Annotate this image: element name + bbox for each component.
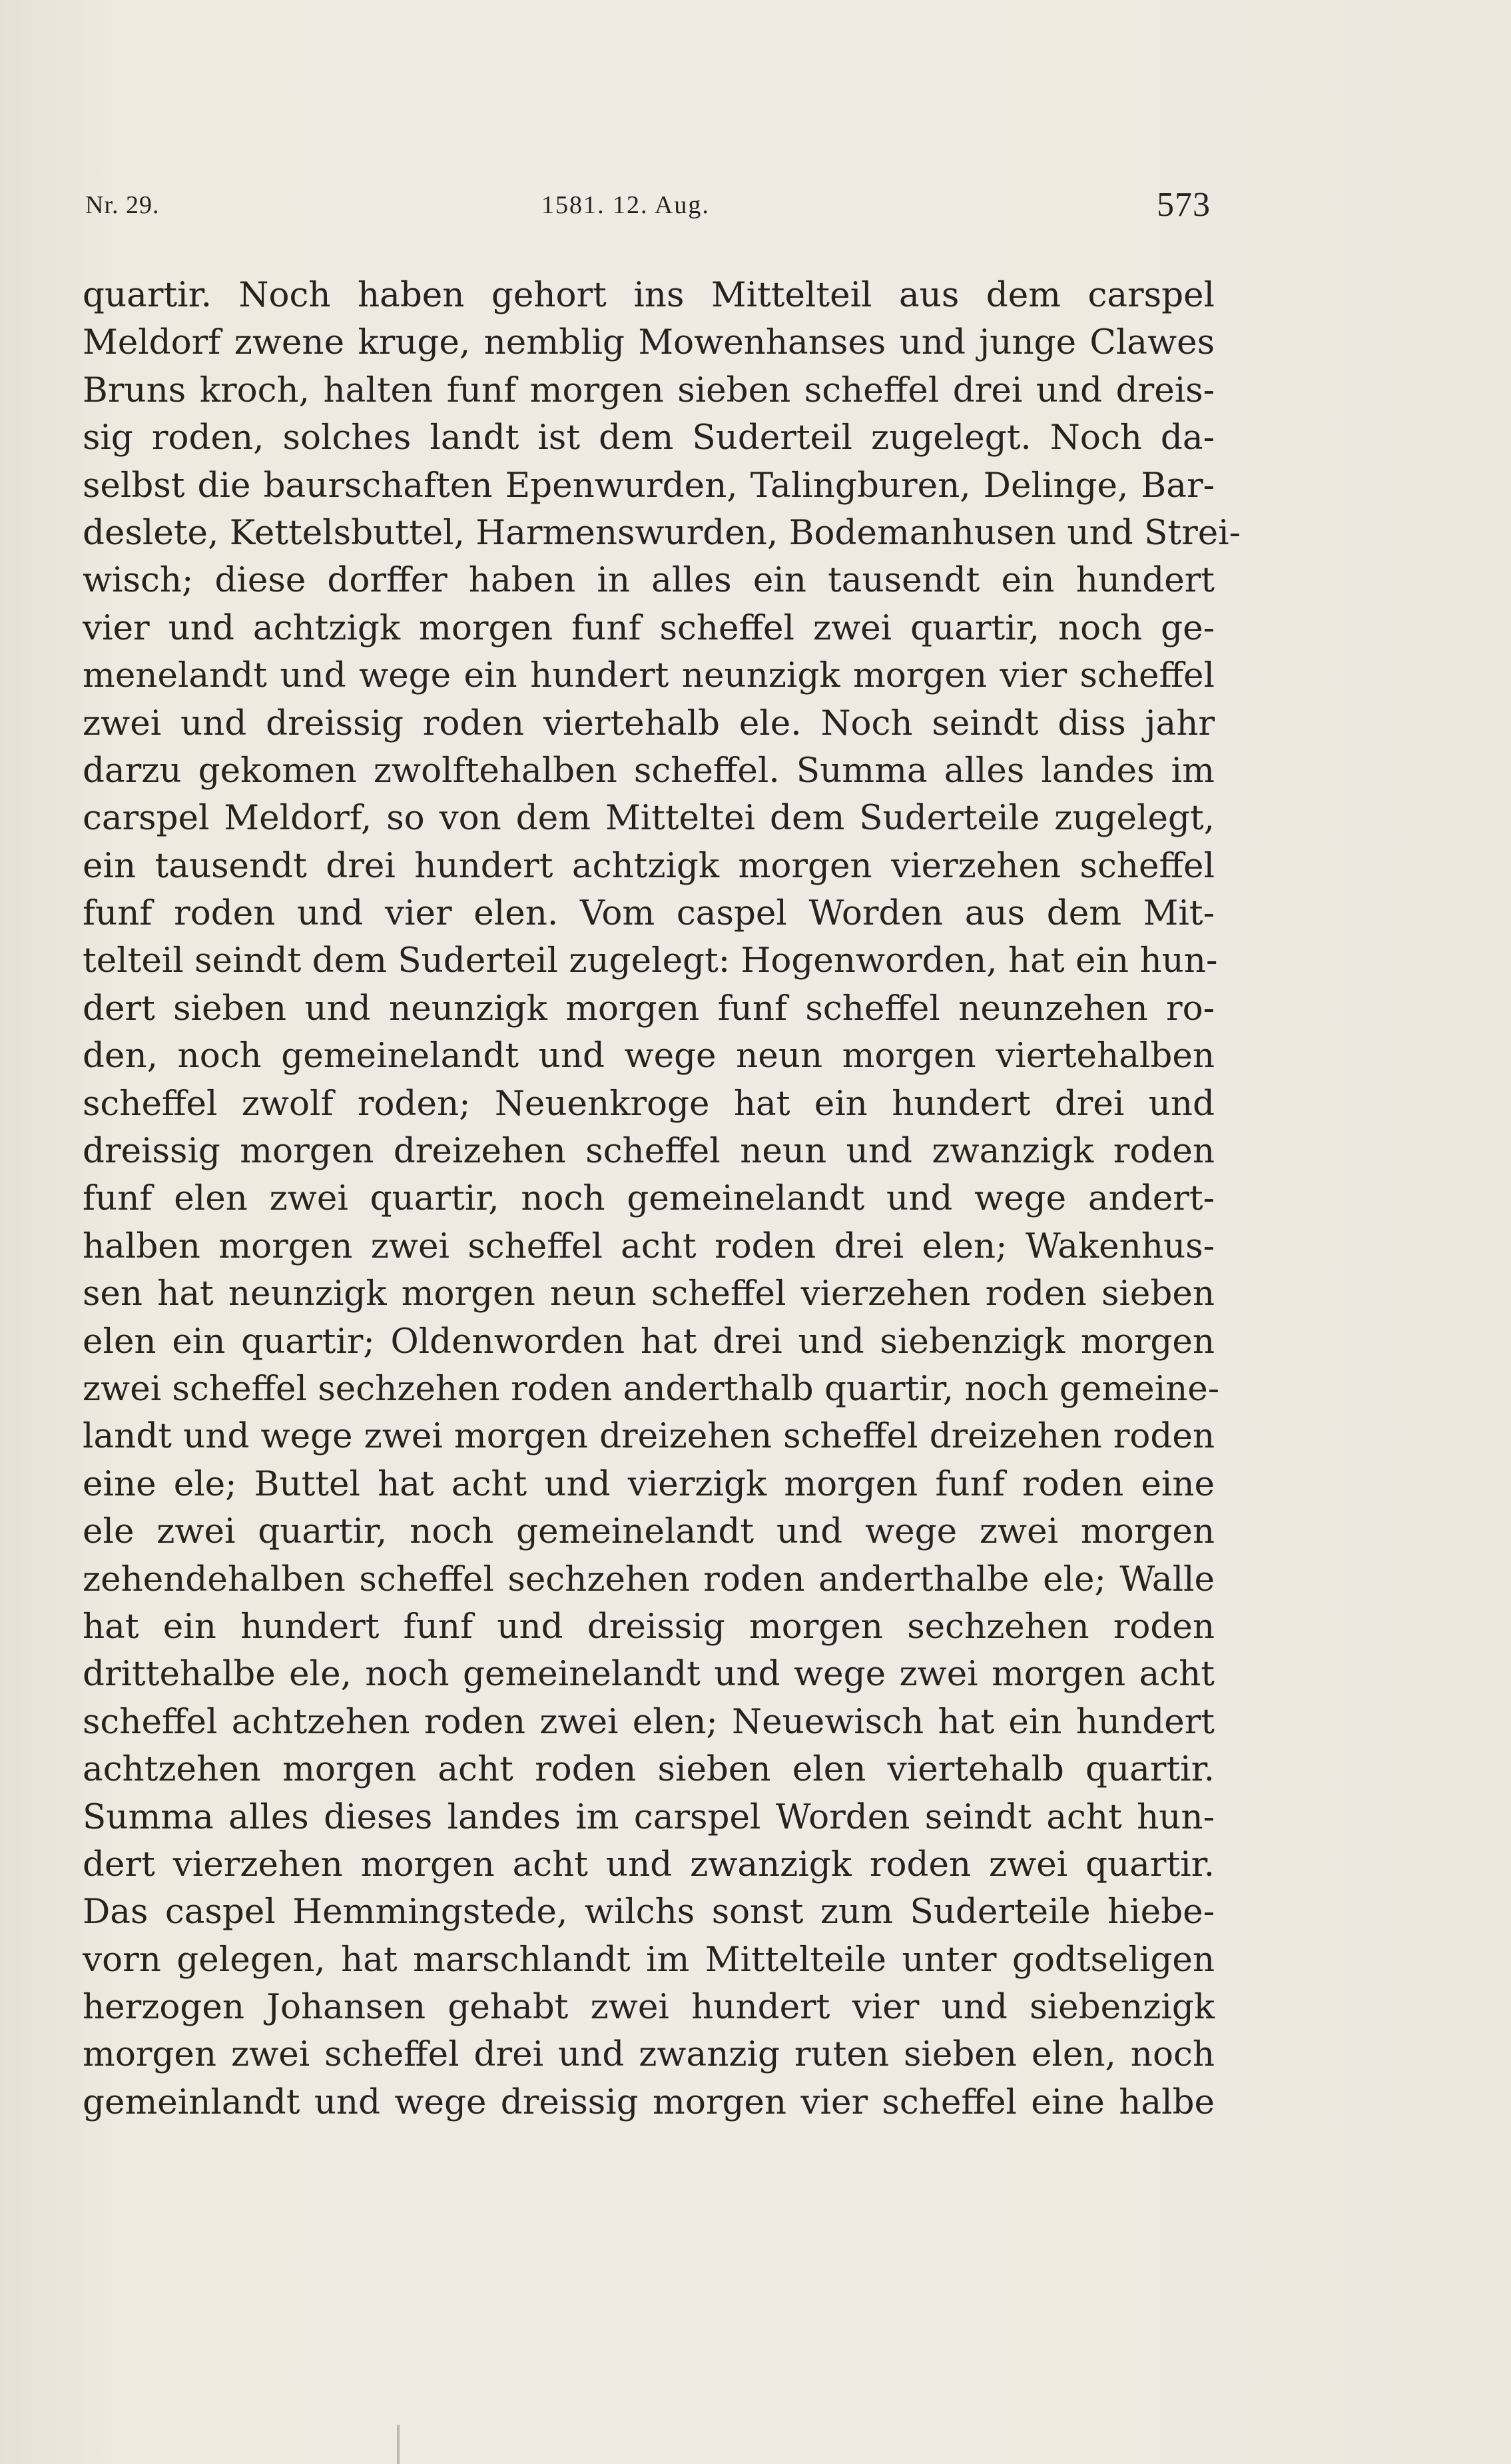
text-line: deslete, Kettelsbuttel, Harmenswurden, Bodemanhusen und Strei- (83, 512, 1241, 553)
document-number: Nr. 29. (85, 191, 160, 219)
text-line: sig roden, solches landt ist dem Suderteil zugelegt. Noch da- (83, 418, 1215, 458)
text-line: menelandt und wege ein hundert neunzigk morgen vier scheffel (83, 655, 1215, 696)
text-line: scheffel achtzehen roden zwei elen; Neuewisch hat ein hundert (83, 1701, 1215, 1742)
text-line: zwei und dreissig roden viertehalb ele. Noch seindt diss jahr (83, 703, 1215, 743)
text-line: sen hat neunzigk morgen neun scheffel vierzehen roden sieben (83, 1274, 1215, 1314)
binding-crease (397, 2425, 400, 2464)
text-line: eine ele; Buttel hat acht und vierzigk morgen funf roden eine (83, 1463, 1215, 1504)
text-line: ein tausendt drei hundert achtzigk morgen vierzehen scheffel (83, 845, 1215, 886)
text-line: Das caspel Hemmingstede, wilchs sonst zum Suderteile hiebe- (83, 1892, 1215, 1932)
text-line: drittehalbe ele, noch gemeinelandt und wege zwei morgen acht (83, 1654, 1215, 1695)
text-line: achtzehen morgen acht roden sieben elen viertehalb quartir. (83, 1749, 1215, 1790)
text-line: quartir. Noch haben gehort ins Mittelteil aus dem carspel (83, 275, 1215, 315)
text-line: hat ein hundert funf und dreissig morgen sechzehen roden (83, 1606, 1215, 1647)
document-date: 1581. 12. Aug. (541, 191, 710, 219)
text-line: telteil seindt dem Suderteil zugelegt: Hogenworden, hat ein hun- (83, 941, 1218, 981)
text-line: morgen zwei scheffel drei und zwanzig ruten sieben elen, noch (83, 2034, 1215, 2075)
text-line: ele zwei quartir, noch gemeinelandt und wege zwei morgen (83, 1511, 1215, 1552)
text-line: Meldorf zwene kruge, nemblig Mowenhanses und junge Clawes (83, 322, 1215, 363)
page-header (85, 186, 1211, 230)
text-line: Bruns kroch, halten funf morgen sieben scheffel drei und dreis- (83, 370, 1215, 410)
text-line: elen ein quartir; Oldenworden hat drei und siebenzigk morgen (83, 1321, 1215, 1362)
page-number: 573 (1157, 186, 1211, 224)
text-line: herzogen Johansen gehabt zwei hundert vier und siebenzigk (83, 1987, 1215, 2028)
text-line: wisch; diese dorffer haben in alles ein tausendt ein hundert (83, 560, 1215, 601)
text-line: carspel Meldorf, so von dem Mitteltei dem Suderteile zugelegt, (83, 798, 1215, 839)
text-line: selbst die baurschaften Epenwurden, Talingburen, Delinge, Bar- (83, 465, 1215, 506)
text-line: funf elen zwei quartir, noch gemeinelandt und wege andert- (83, 1178, 1215, 1219)
text-line: vier und achtzigk morgen funf scheffel zwei quartir, noch ge- (83, 608, 1215, 648)
text-line: funf roden und vier elen. Vom caspel Worden aus dem Mit- (83, 893, 1215, 934)
text-line: vorn gelegen, hat marschlandt im Mittelteile unter godtseligen (83, 1939, 1215, 1980)
text-line: dert vierzehen morgen acht und zwanzigk roden zwei quartir. (83, 1844, 1215, 1884)
text-line: dert sieben und neunzigk morgen funf scheffel neunzehen ro- (83, 988, 1215, 1028)
text-line: Summa alles dieses landes im carspel Worden seindt acht hun- (83, 1797, 1215, 1837)
text-line: landt und wege zwei morgen dreizehen scheffel dreizehen roden (83, 1416, 1215, 1457)
text-line: dreissig morgen dreizehen scheffel neun und zwanzigk roden (83, 1131, 1215, 1172)
body-text (83, 272, 1241, 2126)
text-line: halben morgen zwei scheffel acht roden drei elen; Wakenhus- (83, 1226, 1215, 1266)
text-line: den, noch gemeinelandt und wege neun morgen viertehalben (83, 1036, 1215, 1076)
text-line: scheffel zwolf roden; Neuenkroge hat ein hundert drei und (83, 1083, 1215, 1124)
text-line: gemeinlandt und wege dreissig morgen vier scheffel eine halbe (83, 2082, 1215, 2122)
text-line: zwei scheffel sechzehen roden anderthalb quartir, noch gemeine- (83, 1368, 1220, 1409)
text-line: zehendehalben scheffel sechzehen roden anderthalbe ele; Walle (83, 1559, 1215, 1599)
text-line: darzu gekomen zwolftehalben scheffel. Summa alles landes im (83, 750, 1215, 791)
